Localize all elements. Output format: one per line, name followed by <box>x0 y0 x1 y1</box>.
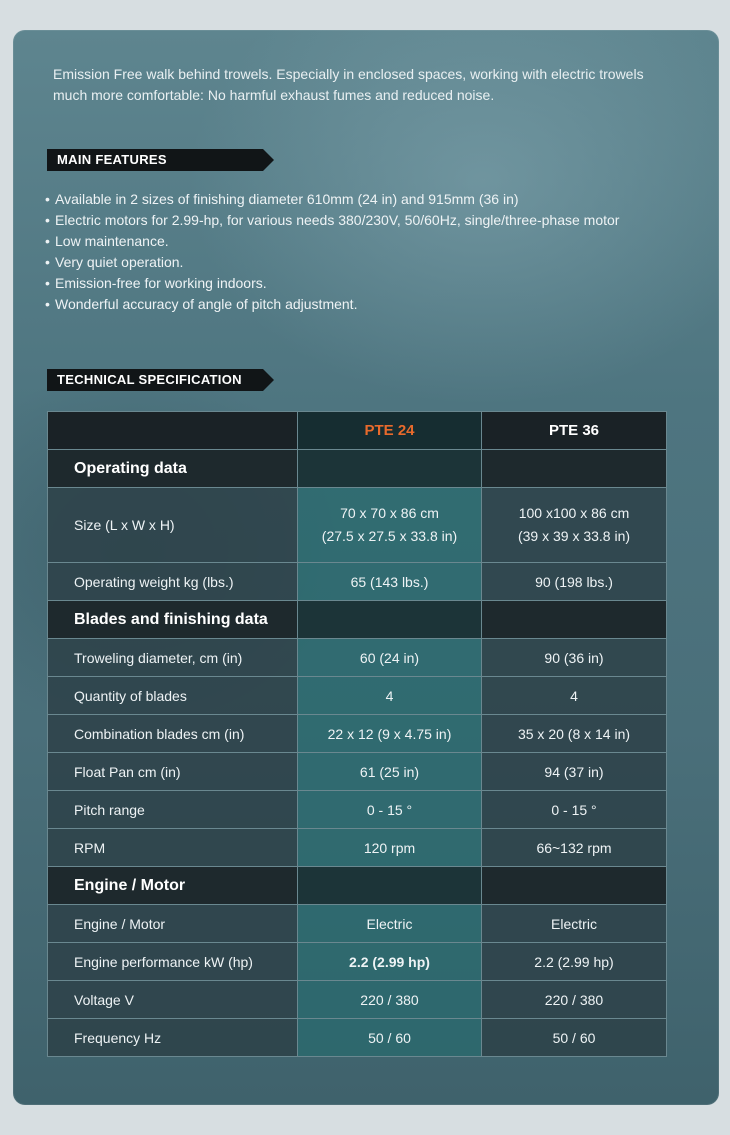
bullet-icon: • <box>45 275 50 291</box>
group-row-operating-data <box>48 450 667 488</box>
table-header-row <box>48 412 667 450</box>
group-title: Engine / Motor <box>48 867 298 905</box>
table-row <box>48 753 667 791</box>
bullet-icon: • <box>45 212 50 228</box>
value-pte36: 90 (198 lbs.) <box>482 563 667 601</box>
row-label: Voltage V <box>48 981 298 1019</box>
value-pte24: 70 x 70 x 86 cm (27.5 x 27.5 x 33.8 in) <box>298 488 482 563</box>
value-pte36: 35 x 20 (8 x 14 in) <box>482 715 667 753</box>
table-row <box>48 1019 667 1057</box>
value-pte24: 120 rpm <box>298 829 482 867</box>
value-pte36: 50 / 60 <box>482 1019 667 1057</box>
intro-text: Emission Free walk behind trowels. Especially in enclosed spaces, working with electric trowels much more comfortable: No harmful exhaust fumes and reduced noise. <box>53 66 644 103</box>
header-empty-cell <box>48 412 298 450</box>
row-label: Combination blades cm (in) <box>48 715 298 753</box>
list-item: • Emission-free for working indoors. <box>45 273 619 294</box>
group-empty-cell <box>298 450 482 488</box>
group-title: Blades and finishing data <box>48 601 298 639</box>
row-label: Size (L x W x H) <box>48 488 298 563</box>
value-pte24: 220 / 380 <box>298 981 482 1019</box>
value-pte36: 220 / 380 <box>482 981 667 1019</box>
row-label: Troweling diameter, cm (in) <box>48 639 298 677</box>
table-row <box>48 829 667 867</box>
row-label: Quantity of blades <box>48 677 298 715</box>
value-pte36: 100 x100 x 86 cm (39 x 39 x 33.8 in) <box>482 488 667 563</box>
main-features-header <box>47 149 273 171</box>
value-pte24: 65 (143 lbs.) <box>298 563 482 601</box>
table-row <box>48 563 667 601</box>
bullet-icon: • <box>45 296 50 312</box>
value-pte36: 2.2 (2.99 hp) <box>482 943 667 981</box>
value-pte24: 0 - 15 ° <box>298 791 482 829</box>
main-features-title: MAIN FEATURES <box>57 152 167 167</box>
group-empty-cell <box>298 867 482 905</box>
tech-spec-title: TECHNICAL SPECIFICATION <box>57 372 242 387</box>
group-row-engine-motor <box>48 867 667 905</box>
value-pte24: 2.2 (2.99 hp) <box>298 943 482 981</box>
table-row <box>48 677 667 715</box>
group-empty-cell <box>482 450 667 488</box>
group-empty-cell <box>482 601 667 639</box>
bullet-icon: • <box>45 254 50 270</box>
table-row <box>48 639 667 677</box>
model-pte24-header: PTE 24 <box>298 412 482 450</box>
value-pte36: 0 - 15 ° <box>482 791 667 829</box>
value-pte24: Electric <box>298 905 482 943</box>
row-label: Engine performance kW (hp) <box>48 943 298 981</box>
row-label: Frequency Hz <box>48 1019 298 1057</box>
header-arrow-icon <box>263 149 274 171</box>
table-row <box>48 943 667 981</box>
features-list <box>45 189 619 315</box>
list-item: • Available in 2 sizes of finishing diameter 610mm (24 in) and 915mm (36 in) <box>45 189 619 210</box>
table-row <box>48 715 667 753</box>
product-panel <box>13 30 719 1105</box>
table-row <box>48 488 667 563</box>
value-pte36: 66~132 rpm <box>482 829 667 867</box>
row-label: Engine / Motor <box>48 905 298 943</box>
row-label: RPM <box>48 829 298 867</box>
value-pte24: 50 / 60 <box>298 1019 482 1057</box>
table-row <box>48 791 667 829</box>
model-pte36-header: PTE 36 <box>482 412 667 450</box>
list-item: • Low maintenance. <box>45 231 619 252</box>
group-empty-cell <box>482 867 667 905</box>
row-label: Float Pan cm (in) <box>48 753 298 791</box>
spec-table <box>47 411 667 1057</box>
table-row <box>48 905 667 943</box>
group-row-blades <box>48 601 667 639</box>
value-pte36: 4 <box>482 677 667 715</box>
list-item: • Wonderful accuracy of angle of pitch adjustment. <box>45 294 619 315</box>
group-title: Operating data <box>48 450 298 488</box>
row-label: Pitch range <box>48 791 298 829</box>
table-row <box>48 981 667 1019</box>
bullet-icon: • <box>45 233 50 249</box>
list-item: • Very quiet operation. <box>45 252 619 273</box>
bullet-icon: • <box>45 191 50 207</box>
row-label: Operating weight kg (lbs.) <box>48 563 298 601</box>
value-pte24: 4 <box>298 677 482 715</box>
value-pte36: Electric <box>482 905 667 943</box>
tech-spec-header <box>47 369 273 391</box>
value-pte36: 90 (36 in) <box>482 639 667 677</box>
value-pte24: 60 (24 in) <box>298 639 482 677</box>
value-pte24: 22 x 12 (9 x 4.75 in) <box>298 715 482 753</box>
list-item: • Electric motors for 2.99-hp, for various needs 380/230V, 50/60Hz, single/three-phase motor <box>45 210 619 231</box>
header-arrow-icon <box>263 369 274 391</box>
value-pte24: 61 (25 in) <box>298 753 482 791</box>
value-pte36: 94 (37 in) <box>482 753 667 791</box>
group-empty-cell <box>298 601 482 639</box>
